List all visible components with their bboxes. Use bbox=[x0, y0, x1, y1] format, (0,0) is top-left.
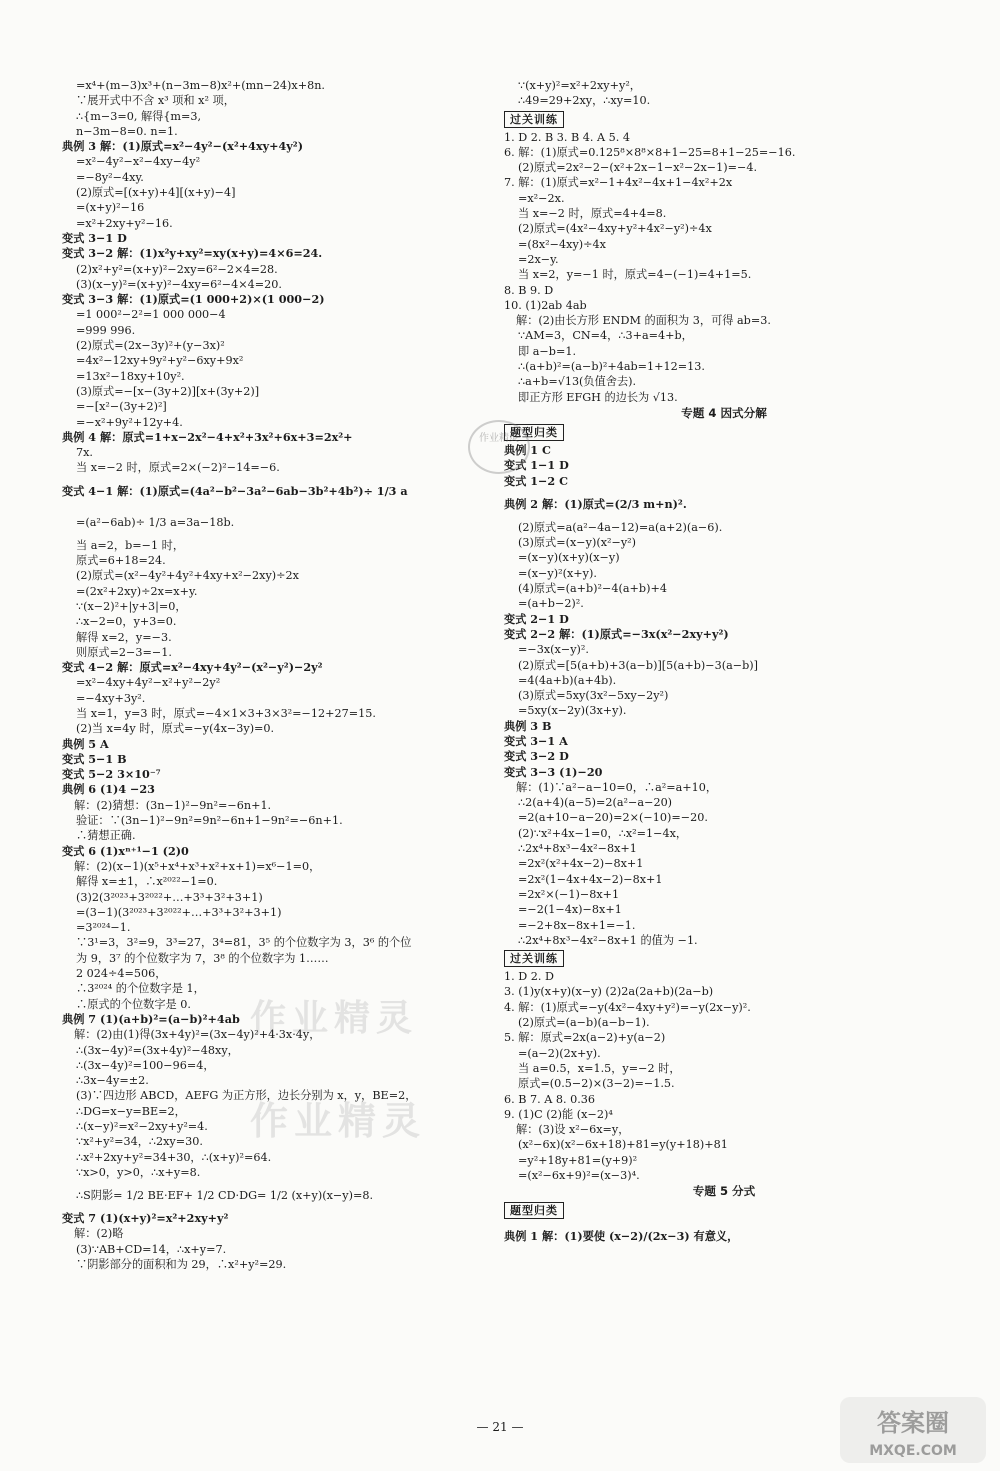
exercise-line: 1. D 2. D bbox=[504, 970, 554, 984]
text-line: 解：(2)由长方形 ENDM 的面积为 3，可得 ab=3. bbox=[516, 314, 771, 328]
example-line: 变式 5−2 3×10⁻⁷ bbox=[62, 767, 161, 782]
text-line: 解得 x=±1，∴x²⁰²²−1=0. bbox=[76, 875, 218, 889]
logo-text: 答案圈 bbox=[877, 1409, 949, 1437]
text-line: =2x²(1−4x+4x−2)−8x+1 bbox=[518, 872, 663, 886]
example-line: 变式 5−1 B bbox=[62, 751, 127, 766]
watermark-text: 作业精灵 bbox=[250, 1099, 427, 1143]
watermark-text: 作业精灵 bbox=[250, 998, 419, 1039]
text-line: 解：(1)∵a²−a−10=0，∴a²=a+10， bbox=[516, 780, 718, 794]
text-line: =−[x²−(3y+2)²] bbox=[76, 400, 167, 414]
text-line: ∴{m−3=0, 解得{m=3, bbox=[76, 109, 202, 123]
text-line: 原式=(0.5−2)×(3−2)=−1.5. bbox=[518, 1077, 675, 1091]
text-line: (3)原式=(x−y)(x²−y²) bbox=[518, 536, 637, 550]
text-line: (2)原式=[5(a+b)+3(a−b)][5(a+b)−3(a−b)] bbox=[518, 658, 759, 672]
text-line: =−8y²−4xy. bbox=[76, 170, 144, 184]
section-box bbox=[504, 109, 944, 130]
text-line: ∴DG=x−y=BE=2， bbox=[76, 1104, 186, 1118]
example-line: 变式 3−2 D bbox=[504, 749, 569, 764]
text-line: =13x²−18xy+10y². bbox=[76, 369, 185, 383]
exercise-line: 3. (1)y(x+y)(x−y) (2)2a(2a+b)(2a−b) bbox=[504, 985, 714, 999]
example-line: 变式 7 (1)(x+y)²=x²+2xy+y² bbox=[62, 1211, 229, 1226]
example-line: 变式 3−3 解：(1)原式=(1 000+2)×(1 000−2) bbox=[62, 292, 325, 307]
text-line: ∴2(a+4)(a−5)=2(a²−a−20) bbox=[518, 796, 673, 810]
example-line: 变式 1−1 D bbox=[504, 458, 569, 473]
text-line: =(8x²−4xy)÷4x bbox=[518, 237, 606, 251]
text-line: =(a²−6ab)÷ 1/3 a=3a−18b. bbox=[76, 515, 235, 529]
text-line: =x²−4y²−x²−4xy−4y² bbox=[76, 155, 201, 169]
text-line: ∵x>0，y>0，∴x+y=8. bbox=[76, 1165, 201, 1179]
example-line: 典例 1 解：(1)要使 (x−2)/(2x−3) 有意义， bbox=[504, 1229, 739, 1244]
text-line: 当 x=2，y=−1 时，原式=4−(−1)=4+1=5. bbox=[518, 268, 752, 282]
text-line: =3²⁰²⁴−1. bbox=[76, 921, 131, 935]
text-line: ∴3x−4y=±2. bbox=[76, 1074, 149, 1088]
page-number: — 21 — bbox=[476, 1420, 524, 1434]
section-box-label: 过关训练 bbox=[504, 950, 564, 967]
example-line: 变式 3−3 (1)−20 bbox=[504, 764, 603, 779]
exercise-line: 9. (1)C (2)能 (x−2)⁴ bbox=[504, 1107, 613, 1121]
text-line: ∴2x⁴+8x³−4x²−8x+1 的值为 −1. bbox=[518, 933, 698, 947]
text-line: =(2x²+2xy)÷2x=x+y. bbox=[76, 584, 198, 598]
text-line: =(x−y)(x+y)(x−y) bbox=[518, 551, 620, 565]
text-line: ∵(x−2)²+|y+3|=0， bbox=[76, 599, 187, 613]
text-line: ∵x²+y²=34，∴2xy=30. bbox=[76, 1135, 203, 1149]
text-line: =−4xy+3y². bbox=[76, 691, 146, 705]
text-line: =2x²(x²+4x−2)−8x+1 bbox=[518, 857, 644, 871]
logo-url: MXQE.COM bbox=[869, 1443, 957, 1459]
text-line: ∴3²⁰²⁴ 的个位数字是 1， bbox=[76, 982, 205, 996]
text-line: ∵AM=3，CN=4，∴3+a=4+b， bbox=[518, 329, 693, 343]
text-line: (2)原式=(4x²−4xy+y²+4x²−y²)÷4x bbox=[518, 222, 712, 236]
example-line: 典例 2 解：(1)原式=(2/3 m+n)². bbox=[504, 496, 687, 511]
text-line: (2)∵x²+4x−1=0，∴x²=1−4x， bbox=[518, 826, 688, 840]
text-line: ∴2x⁴+8x³−4x²−8x+1 bbox=[518, 842, 637, 856]
site-logo bbox=[838, 1395, 988, 1465]
exercise-line: 5. 解：原式=2x(a−2)+y(a−2) bbox=[504, 1031, 666, 1045]
section-box-label: 过关训练 bbox=[504, 111, 564, 128]
text-line: 即正方形 EFGH 的边长为 √13. bbox=[518, 390, 678, 404]
text-line: =4x²−12xy+9y²+y²−6xy+9x² bbox=[76, 354, 244, 368]
text-line: (3)(x−y)²=(x+y)²−4xy=6²−4×4=20. bbox=[76, 277, 282, 291]
text-line: =x²+2xy+y²−16. bbox=[76, 216, 173, 230]
text-line: =−3x(x−y)². bbox=[518, 643, 589, 657]
text-line: ∵展开式中不含 x³ 项和 x² 项， bbox=[76, 94, 235, 108]
text-line: =x⁴+(m−3)x³+(n−3m−8)x²+(mn−24)x+8n. bbox=[76, 79, 325, 92]
example-line: 典例 5 A bbox=[62, 736, 109, 751]
text-line: ∴x−2=0，y+3=0. bbox=[76, 615, 177, 629]
text-line: (2)x²+y²=(x+y)²−2xy=6²−2×4=28. bbox=[76, 262, 278, 276]
section-box bbox=[504, 422, 944, 443]
text-line: =(3−1)(3²⁰²³+3²⁰²²+…+3³+3²+3+1) bbox=[76, 905, 282, 919]
example-line: 变式 3−1 D bbox=[62, 230, 127, 245]
text-line: ∴(3x−4y)²=(3x+4y)²−48xy， bbox=[76, 1043, 239, 1057]
text-line: (3)∵AB+CD=14，∴x+y=7. bbox=[76, 1242, 227, 1256]
text-line: =x²−4xy+4y²−x²+y²−2y² bbox=[76, 676, 221, 690]
text-line: (2)原式=a(a²−4a−12)=a(a+2)(a−6). bbox=[518, 520, 723, 534]
text-line: (2)原式=(a−b)(a−b−1). bbox=[518, 1016, 650, 1030]
example-line: 典例 3 解：(1)原式=x²−4y²−(x²+4xy+4y²) bbox=[62, 139, 303, 154]
text-line: (3)∵四边形 ABCD，AEFG 为正方形，边长分别为 x，y，BE=2， bbox=[76, 1089, 417, 1103]
text-line: ∴S阴影= 1/2 BE·EF+ 1/2 CD·DG= 1/2 (x+y)(x−y)=8. bbox=[76, 1189, 374, 1203]
exercise-line: 10. (1)2ab 4ab bbox=[504, 298, 587, 312]
text-line: ∴x²+2xy+y²=34+30，∴(x+y)²=64. bbox=[76, 1150, 272, 1164]
text-line: 解：(2)(x−1)(x⁵+x⁴+x³+x²+x+1)=x⁶−1=0， bbox=[74, 859, 321, 873]
text-line: ∴(3x−4y)²=100−96=4， bbox=[76, 1058, 215, 1072]
text-line: n−3m−8=0. n=1. bbox=[76, 124, 178, 138]
exercise-line: 4. 解：(1)原式=−y(4x²−4xy+y²)=−y(2x−y)². bbox=[504, 1000, 751, 1014]
topic-heading: 专题 4 因式分解 bbox=[681, 405, 767, 420]
text-line: =(a−2)(2x+y). bbox=[518, 1046, 601, 1060]
text-line: =(x²−6x+9)²=(x−3)⁴. bbox=[518, 1169, 640, 1182]
example-line: 变式 6 (1)xⁿ⁺¹−1 (2)0 bbox=[62, 843, 189, 858]
text-line: 为 9，3⁷ 的个位数字为 7，3⁸ 的个位数字为 1…… bbox=[76, 951, 329, 965]
text-line: =(a+b−2)². bbox=[518, 597, 584, 611]
text-line: =x²−2x. bbox=[518, 191, 565, 205]
text-line: (3)2(3²⁰²³+3²⁰²²+…+3³+3²+3+1) bbox=[76, 890, 263, 904]
text-line: (2)原式=2x²−2−(x²+2x−1−x²−2x−1)=−4. bbox=[518, 161, 758, 175]
example-line: 典例 6 (1)4 −23 bbox=[62, 782, 155, 797]
example-line: 变式 2−1 D bbox=[504, 611, 569, 626]
text-line: (4)原式=(a+b)²−4(a+b)+4 bbox=[518, 582, 667, 596]
example-line: 变式 2−2 解：(1)原式=−3x(x²−2xy+y²) bbox=[504, 626, 729, 641]
text-line: 验证：∵(3n−1)²−9n²=9n²−6n+1−9n²=−6n+1. bbox=[76, 814, 343, 828]
text-line: =(x−y)²(x+y). bbox=[518, 566, 597, 580]
seal-text: 作业精灵 bbox=[479, 433, 519, 444]
text-line: ∴a+b=√13(负值舍去). bbox=[518, 375, 637, 389]
example-line: 典例 7 (1)(a+b)²=(a−b)²+4ab bbox=[62, 1011, 240, 1026]
text-line: 2 024÷4=506， bbox=[76, 967, 167, 981]
right-column bbox=[504, 78, 944, 1252]
text-line: 解得 x=2，y=−3. bbox=[76, 630, 172, 644]
section-box-label: 题型归类 bbox=[504, 1202, 564, 1219]
text-line: 当 a=2，b=−1 时， bbox=[76, 538, 185, 552]
example-line: 变式 4−2 解：原式=x²−4xy+4y²−(x²−y²)−2y² bbox=[62, 660, 323, 675]
exercise-line: 6. B 7. A 8. 0.36 bbox=[504, 1092, 596, 1106]
text-line: =−x²+9y²+12y+4. bbox=[76, 415, 183, 429]
text-line: (3)原式=5xy(3x²−5xy−2y²) bbox=[518, 689, 669, 703]
example-line: 变式 4−1 解：(1)原式=(4a²−b²−3a²−6ab−3b²+4b²)÷ 1/3 a bbox=[62, 483, 408, 498]
text-line: 当 x=1，y=3 时，原式=−4×1×3+3×3²=−12+27=15. bbox=[76, 706, 376, 720]
text-line: ∴(a+b)²=(a−b)²+4ab=1+12=13. bbox=[518, 360, 705, 374]
exercise-line: 1. D 2. B 3. B 4. A 5. 4 bbox=[504, 130, 630, 144]
text-line: 当 x=−2 时，原式=2×(−2)²−14=−6. bbox=[76, 461, 280, 475]
text-line: ∵3¹=3，3²=9，3³=27，3⁴=81，3⁵ 的个位数字为 3，3⁶ 的个位 bbox=[76, 936, 412, 950]
text-line: =−2+8x−8x+1=−1. bbox=[518, 918, 636, 932]
text-line: =5xy(x−2y)(3x+y). bbox=[518, 704, 627, 718]
text-line: 当 a=0.5，x=1.5，y=−2 时， bbox=[518, 1061, 681, 1075]
text-line: (3)原式=−[x−(3y+2)][x+(3y+2)] bbox=[76, 384, 260, 398]
text-line: ∴49=29+2xy，∴xy=10. bbox=[518, 94, 651, 108]
text-line: =2x−y. bbox=[518, 252, 559, 266]
text-line: =−2(1−4x)−8x+1 bbox=[518, 903, 622, 917]
text-line: =4(4a+b)(a+4b). bbox=[518, 673, 617, 687]
example-line: 变式 3−2 解：(1)x²y+xy²=xy(x+y)=4×6=24. bbox=[62, 246, 323, 261]
example-line: 变式 3−1 A bbox=[504, 733, 568, 748]
text-line: (2)原式=(x²−4y²+4y²+4xy+x²−2xy)÷2x bbox=[76, 569, 299, 583]
text-line: =(x+y)²−16 bbox=[76, 201, 145, 215]
text-line: (2)当 x=4y 时，原式=−y(4x−3y)=0. bbox=[76, 722, 275, 736]
exercise-line: 7. 解：(1)原式=x²−1+4x²−4x+1−4x²+2x bbox=[504, 176, 733, 190]
text-line: 解：(2)由(1)得(3x+4y)²=(3x−4y)²+4·3x·4y， bbox=[74, 1028, 321, 1042]
example-line: 典例 3 B bbox=[504, 718, 552, 733]
text-line: 7x. bbox=[76, 446, 93, 460]
text-line: ∴原式的个位数字是 0. bbox=[76, 997, 191, 1011]
text-line: =2(a+10−a−20)=2×(−10)=−20. bbox=[518, 811, 708, 825]
text-line: =2x²×(−1)−8x+1 bbox=[518, 887, 620, 901]
text-line: ∵阴影部分的面积和为 29，∴x²+y²=29. bbox=[76, 1258, 287, 1272]
example-line: 变式 1−2 C bbox=[504, 473, 569, 488]
exercise-line: 6. 解：(1)原式=0.125⁸×8⁸×8+1−25=8+1−25=−16. bbox=[504, 145, 796, 159]
text-line: 解：(2)猜想：(3n−1)²−9n²=−6n+1. bbox=[74, 798, 272, 812]
example-line: 典例 4 解：原式=1+x−2x²−4+x²+3x²+6x+3=2x²+ bbox=[62, 429, 353, 444]
text-line: 即 a−b=1. bbox=[518, 344, 576, 358]
text-line: =1 000²−2²=1 000 000−4 bbox=[76, 308, 226, 322]
text-line: ∴(x−y)²=x²−2xy+y²=4. bbox=[76, 1120, 208, 1133]
text-line: =999 996. bbox=[76, 323, 136, 337]
text-line: =y²+18y+81=(y+9)² bbox=[518, 1153, 638, 1167]
text-line: 原式=6+18=24. bbox=[76, 554, 166, 568]
text-line: 当 x=−2 时，原式=4+4=8. bbox=[518, 207, 667, 221]
section-box bbox=[504, 1200, 944, 1221]
watermark-seal bbox=[468, 420, 530, 474]
topic-heading: 专题 5 分式 bbox=[692, 1184, 756, 1199]
text-line: 则原式=2−3=−1. bbox=[76, 645, 172, 659]
exercise-line: 8. B 9. D bbox=[504, 283, 554, 297]
section-box-label: 题型归类 bbox=[504, 424, 564, 441]
text-line: (2)原式=(2x−3y)²+(y−3x)² bbox=[76, 339, 225, 353]
text-line: (x²−6x)(x²−6x+18)+81=y(y+18)+81 bbox=[518, 1138, 728, 1152]
example-line: 典例 1 C bbox=[504, 442, 551, 457]
text-line: ∵(x+y)²=x²+2xy+y²， bbox=[518, 79, 641, 92]
section-box bbox=[504, 948, 944, 969]
text-line: 解：(3)设 x²−6x=y， bbox=[516, 1123, 630, 1137]
text-line: 解：(2)略 bbox=[74, 1227, 124, 1241]
text-line: (2)原式=[(x+y)+4][(x+y)−4] bbox=[76, 186, 236, 200]
text-line: ∴猜想正确. bbox=[76, 829, 136, 843]
